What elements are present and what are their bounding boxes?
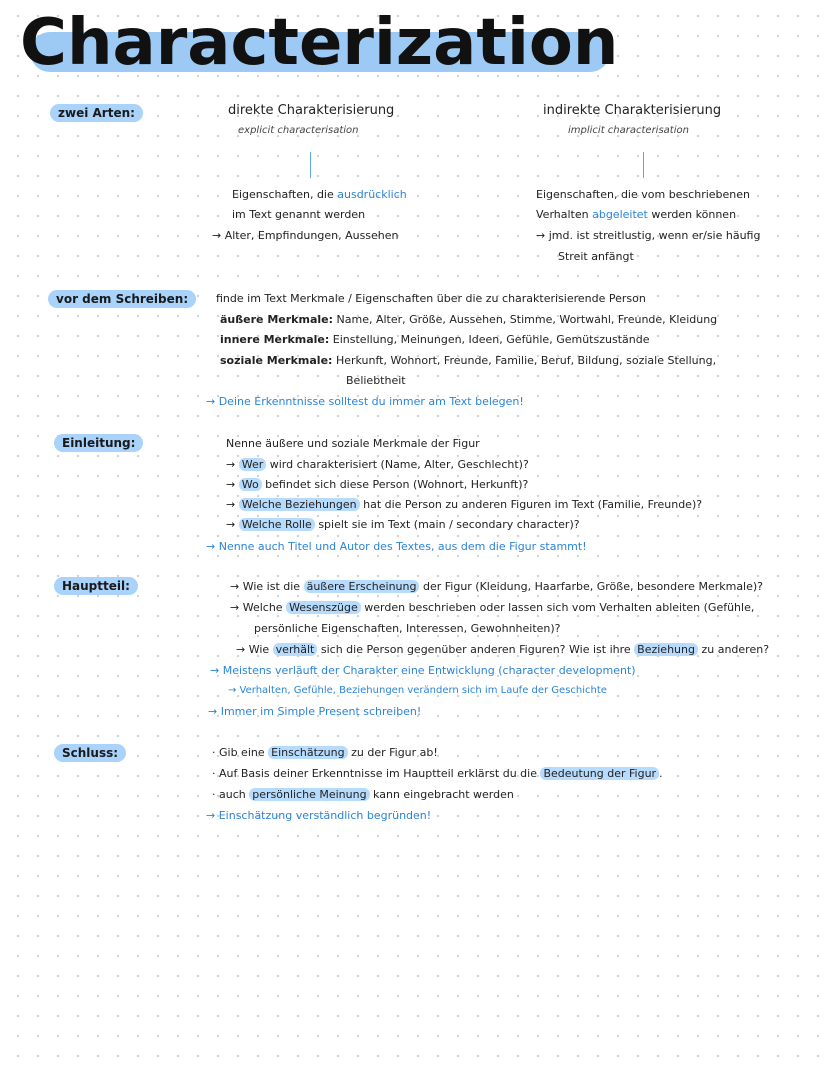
vds-innere: innere Merkmale: Einstellung, Meinungen, Ideen, Gefühle, Gemütszustände bbox=[220, 333, 650, 346]
hauptteil-q1: → Wie ist die äußere Erscheinung der Figur (Kleidung, Haarfarbe, Größe, besondere Merkmale)? bbox=[230, 580, 764, 593]
vds-intro: finde im Text Merkmale / Eigenschaften über die zu charakterisierende Person bbox=[216, 292, 646, 305]
direct-sub: explicit characterisation bbox=[238, 125, 359, 136]
hauptteil-note1: → Meistens verläuft der Charakter eine Entwicklung (character development) bbox=[210, 664, 636, 677]
page-title: Characterization bbox=[20, 6, 619, 80]
vds-soziale: soziale Merkmale: Herkunft, Wohnort, Freunde, Familie, Beruf, Bildung, soziale Stellung, bbox=[220, 354, 717, 367]
einleitung-item: → Wer wird charakterisiert (Name, Alter, Geschlecht)? bbox=[226, 458, 529, 471]
direct-heading: direkte Charakterisierung bbox=[228, 103, 395, 118]
einleitung-intro: Nenne äußere und soziale Merkmale der Figur bbox=[226, 437, 480, 450]
einleitung-item: → Welche Rolle spielt sie im Text (main / secondary character)? bbox=[226, 518, 580, 531]
hauptteil-note2: → Verhalten, Gefühle, Beziehungen verändern sich im Laufe der Geschichte bbox=[228, 685, 607, 696]
vds-soziale-cont: Beliebtheit bbox=[346, 374, 406, 387]
einleitung-item: → Wo befindet sich diese Person (Wohnort, Herkunft)? bbox=[226, 478, 529, 491]
schluss-note: → Einschätzung verständlich begründen! bbox=[206, 809, 432, 822]
direct-line3: → Alter, Empfindungen, Aussehen bbox=[212, 229, 399, 242]
vds-aeussere: äußere Merkmale: Name, Alter, Größe, Aussehen, Stimme, Wortwahl, Freunde, Kleidung bbox=[220, 313, 718, 326]
indirect-sub: implicit characterisation bbox=[568, 125, 689, 136]
section-label-hauptteil: Hauptteil: bbox=[54, 577, 138, 595]
hauptteil-note3: → Immer im Simple Present schreiben! bbox=[208, 705, 422, 718]
vds-note: → Deine Erkenntnisse solltest du immer am Text belegen! bbox=[206, 395, 524, 408]
indirect-line1: Eigenschaften, die vom beschriebenen bbox=[536, 188, 751, 201]
section-label-einleitung: Einleitung: bbox=[54, 434, 143, 452]
direct-line1: Eigenschaften, die ausdrücklich bbox=[232, 188, 407, 201]
hauptteil-q2: → Welche Wesenszüge werden beschrieben oder lassen sich vom Verhalten ableiten (Gefühle, bbox=[230, 601, 755, 614]
indirect-line4: Streit anfängt bbox=[558, 250, 634, 263]
section-label-vor-dem-schreiben: vor dem Schreiben: bbox=[48, 290, 196, 308]
indirect-heading: indirekte Charakterisierung bbox=[543, 103, 722, 118]
einleitung-note: → Nenne auch Titel und Autor des Textes, aus dem die Figur stammt! bbox=[206, 540, 587, 553]
direct-connector bbox=[310, 152, 311, 178]
schluss-line1: · Gib eine Einschätzung zu der Figur ab! bbox=[212, 746, 438, 759]
indirect-line2: Verhalten abgeleitet werden können bbox=[536, 208, 737, 221]
indirect-connector bbox=[643, 152, 644, 178]
section-label-schluss: Schluss: bbox=[54, 744, 126, 762]
schluss-line2: · Auf Basis deiner Erkenntnisse im Hauptteil erklärst du die Bedeutung der Figur . bbox=[212, 767, 663, 780]
einleitung-item: → Welche Beziehungen hat die Person zu anderen Figuren im Text (Familie, Freunde)? bbox=[226, 498, 703, 511]
schluss-line3: · auch persönliche Meinung kann eingebracht werden bbox=[212, 788, 514, 801]
direct-line2: im Text genannt werden bbox=[232, 208, 366, 221]
indirect-line3: → jmd. ist streitlustig, wenn er/sie häufig bbox=[536, 229, 761, 242]
hauptteil-q3: → Wie verhält sich die Person gegenüber anderen Figuren? Wie ist ihre Beziehung zu anderen? bbox=[236, 643, 770, 656]
hauptteil-q2-cont: persönliche Eigenschaften, Interessen, Gewohnheiten)? bbox=[254, 622, 561, 635]
section-label-zwei-arten: zwei Arten: bbox=[50, 104, 143, 122]
